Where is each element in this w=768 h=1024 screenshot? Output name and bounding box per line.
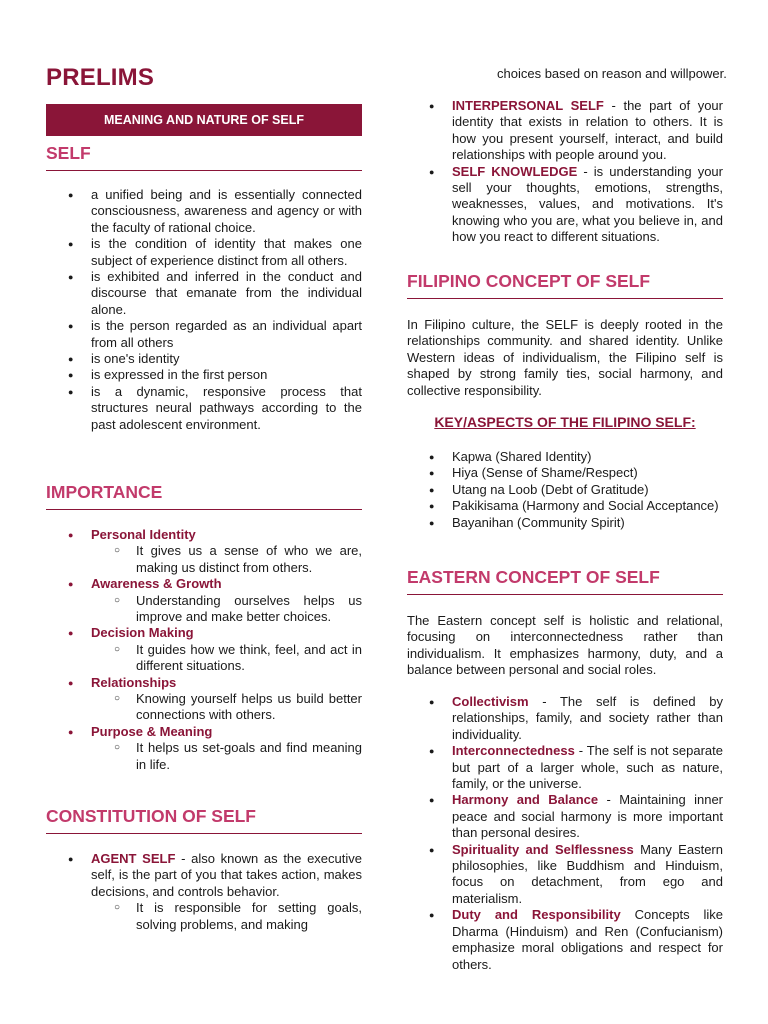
filipino-aspects-list [407,449,723,531]
list-item [407,792,723,841]
list-item [46,724,362,740]
eastern-term: Duty and Responsibility [452,907,621,923]
list-item: ● is a dynamic, responsive process that structures neural pathways according to the past adolescent environment. [46,384,362,433]
eastern-text: - The self is not separate but part of a larger whole, such as nature, family, or the universe. [452,743,723,792]
list-item: ○ It guides how we think, feel, and act in different situations. [46,642,362,675]
list-item: ○ It helps us set-goals and find meaning in life. [46,740,362,773]
constitution-list [46,851,362,933]
importance-term: Personal Identity [91,527,196,542]
eastern-term: Interconnectedness [452,743,575,759]
list-item [407,694,723,743]
self-list [46,187,362,433]
list-item: ○ It is responsible for setting goals, solving problems, and making [46,900,362,933]
eastern-heading: EASTERN CONCEPT OF SELF [407,569,723,595]
eastern-term: Collectivism [452,694,529,709]
list-item: ● Hiya (Sense of Shame/Respect) [407,465,723,481]
list-item: ● Kapwa (Shared Identity) [407,449,723,465]
list-item: ● is one's identity [46,351,362,367]
list-item [407,164,723,246]
filipino-paragraph: In Filipino culture, the SELF is deeply rooted in the relationships community. and shared identity. Unlike Western ideas of individualism, the Filipino self is shaped by strong family ties, social harmony, and collective responsibility. [407,317,723,398]
eastern-list [407,694,723,973]
eastern-text: - Maintaining inner peace and social harmony is more important than personal desires. [452,792,724,841]
list-item: ● is exhibited and inferred in the conduct and discourse that emanate from the individual alone. [46,269,362,318]
self-knowledge-text: - is understanding your sell your thoughts, emotions, strengths, weaknesses, values, and motivations. It's knowing who you are, what you believe in, and how you react to different situations. [452,163,723,245]
eastern-term: Spirituality and Selflessness [452,841,634,857]
importance-term: Purpose & Meaning [91,723,213,739]
eastern-text: Many Eastern philosophies, like Buddhism and Hinduism, focus on detachment, from ego and materialism. [452,841,723,906]
list-item: ● Pakikisama (Harmony and Social Acceptance) [407,498,723,514]
list-item [407,743,723,792]
filipino-heading: FILIPINO CONCEPT OF SELF [407,273,723,299]
self-knowledge-term: SELF KNOWLEDGE [452,163,578,179]
list-item: ○ Knowing yourself helps us build better connections with others. [46,691,362,724]
list-item: ● is expressed in the first person [46,367,362,383]
list-item: ○ It gives us a sense of who we are, making us distinct from others. [46,543,362,576]
importance-term: Awareness & Growth [91,576,222,592]
constitution-heading: CONSTITUTION OF SELF [46,808,362,834]
self-heading: SELF [46,145,362,171]
list-item: ○ Understanding ourselves helps us improve and make better choices. [46,593,362,626]
list-item: ● is the condition of identity that makes one subject of experience distinct from all others. [46,236,362,269]
continued-text: choices based on reason and willpower. [497,66,727,81]
agent-self-text: - also known as the executive self, is the part of you that takes action, makes decisions, and controls behavior. [91,851,362,899]
importance-term: Decision Making [91,625,194,641]
page-title: PRELIMS [46,64,155,91]
list-item [407,98,723,164]
importance-term: Relationships [91,674,177,690]
filipino-subheading: KEY/ASPECTS OF THE FILIPINO SELF: [434,414,696,430]
importance-list [46,527,362,773]
list-item: ● Utang na Loob (Debt of Gratitude) [407,482,723,498]
list-item [46,576,362,592]
interpersonal-self-term: INTERPERSONAL SELF [452,98,604,113]
list-item [46,625,362,641]
list-item [46,675,362,691]
eastern-term: Harmony and Balance [452,792,599,808]
agent-self-term: AGENT SELF [91,851,176,866]
list-item [46,527,362,543]
section-banner: MEANING AND NATURE OF SELF [46,104,362,136]
importance-heading: IMPORTANCE [46,484,362,510]
eastern-text: Concepts like Dharma (Hinduism) and Ren (Confucianism) emphasize moral obligations and respect for others. [452,907,724,972]
list-item: ● is the person regarded as an individual apart from all others [46,318,362,351]
list-item [46,851,362,900]
eastern-paragraph: The Eastern concept self is holistic and relational, focusing on interconnectedness rather than individualism. It emphasizes harmony, duty, and a balance between personal and social roles. [407,613,723,678]
constitution-list-continued [407,98,723,246]
list-item [407,907,723,973]
list-item [407,842,723,908]
eastern-text: - The self is defined by relationships, family, and society rather than individuality. [452,694,723,742]
interpersonal-self-text: - the part of your identity that exists in relation to others. It is how you present yourself, interact, and build relationships with people around you. [452,98,723,163]
list-item: ● a unified being and is essentially connected consciousness, awareness and agency or with the faculty of rational choice. [46,187,362,236]
list-item: ● Bayanihan (Community Spirit) [407,515,723,531]
